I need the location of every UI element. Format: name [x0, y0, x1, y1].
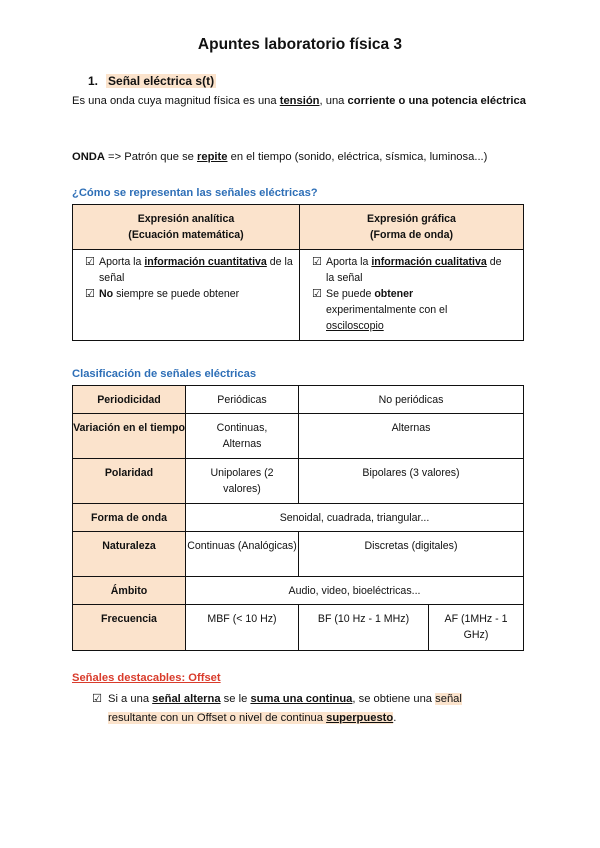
cell-no-periodicas: No periódicas — [299, 386, 524, 414]
cell-continuas: Continuas (Analógicas) — [186, 532, 299, 577]
intro-corriente: corriente o una potencia eléctrica — [347, 95, 526, 107]
cell-unipolares: Unipolares (2 valores) — [186, 459, 299, 504]
intro-text-2: , una — [319, 95, 348, 107]
row-label-ambito: Ámbito — [73, 577, 186, 605]
offset-text-a: Si a una — [108, 693, 153, 705]
representation-table — [72, 204, 524, 341]
intro-tension: tensión — [279, 95, 320, 107]
header-analitica-line2: (Ecuación matemática) — [128, 229, 244, 241]
header-analitica-line1: Expresión analítica — [137, 213, 235, 225]
cell-periodicas: Periódicas — [186, 386, 299, 414]
row-label-naturaleza: Naturaleza — [73, 532, 186, 577]
item-emphasis: obtener — [374, 288, 414, 300]
cell-af: AF (1MHz - 1 GHz) — [429, 605, 524, 651]
intro-text: Es una onda cuya magnitud física es una — [72, 95, 280, 107]
document-title: Apuntes laboratorio física 3 — [197, 36, 403, 53]
row-label-polaridad: Polaridad — [73, 459, 186, 504]
grafica-cell — [300, 250, 524, 341]
item-text: Aporta la — [99, 256, 145, 268]
onda-text-2: en el tiempo (sonido, eléctrica, sísmica, luminosa...) — [227, 151, 488, 163]
item-text: siempre se puede obtener — [113, 288, 240, 300]
cell-bipolares: Bipolares (3 valores) — [299, 459, 524, 504]
offset-text-c: se le — [220, 693, 251, 705]
cell-bf: BF (10 Hz - 1 MHz) — [299, 605, 429, 651]
section-number: 1. — [88, 74, 99, 88]
checkbox-icon: ☑ — [92, 693, 103, 705]
onda-label: ONDA — [72, 151, 105, 163]
analitica-cell — [73, 250, 300, 341]
cell-discretas: Discretas (digitales) — [299, 532, 524, 577]
item-emphasis: información cuantitativa — [144, 256, 267, 268]
intro-paragraph — [72, 92, 528, 110]
section-heading — [88, 74, 216, 88]
offset-highlight: señal resultante con un Offset o nivel de continua — [108, 693, 462, 724]
classification-table — [72, 385, 524, 651]
offset-superpuesto: superpuesto — [326, 712, 394, 724]
item-osciloscopio: osciloscopio — [326, 320, 384, 332]
checkbox-icon: ☑ — [85, 288, 95, 300]
item-emphasis: información cualitativa — [371, 256, 487, 268]
onda-text: => Patrón que se — [104, 151, 198, 163]
onda-repite: repite — [197, 151, 228, 163]
offset-period: . — [393, 712, 397, 724]
header-grafica-line2: (Forma de onda) — [370, 229, 453, 241]
checkbox-icon: ☑ — [85, 256, 95, 268]
offset-senal-alterna: señal alterna — [152, 693, 221, 705]
checkbox-icon: ☑ — [312, 256, 322, 268]
item-text: Se puede — [326, 288, 375, 300]
header-grafica — [300, 205, 524, 250]
item-text-end: de la señal — [99, 256, 293, 284]
item-text: Aporta la — [326, 256, 372, 268]
check-item — [312, 254, 523, 286]
cell-alternas: Alternas — [299, 414, 524, 459]
cell-continuas-alternas: Continuas, Alternas — [186, 414, 299, 459]
offset-text-e: , se obtiene una — [352, 693, 436, 705]
row-label-forma: Forma de onda — [73, 504, 186, 532]
item-text-2: experimentalmente con el — [326, 304, 448, 316]
offset-text — [108, 690, 512, 728]
row-label-variacion: Variación en el tiempo — [73, 414, 186, 459]
item-emphasis: No — [99, 288, 114, 300]
offset-heading: Señales destacables: Offset — [72, 672, 221, 684]
cell-forma: Senoidal, cuadrada, triangular... — [186, 504, 524, 532]
check-item — [85, 286, 299, 302]
onda-paragraph — [72, 148, 487, 166]
cell-mbf: MBF (< 10 Hz) — [186, 605, 299, 651]
row-label-periodicidad: Periodicidad — [73, 386, 186, 414]
row-label-frecuencia: Frecuencia — [73, 605, 186, 651]
section-title: Señal eléctrica s(t) — [108, 74, 215, 88]
offset-item — [92, 690, 512, 728]
classification-heading: Clasificación de señales eléctricas — [72, 368, 257, 380]
item-text-end: de la señal — [326, 256, 502, 284]
header-grafica-line1: Expresión gráfica — [367, 213, 456, 225]
header-analitica — [73, 205, 300, 250]
checkbox-icon: ☑ — [312, 288, 322, 300]
question-heading: ¿Cómo se representan las señales eléctricas? — [72, 187, 318, 199]
check-item — [85, 254, 299, 286]
cell-ambito: Audio, video, bioeléctricas... — [186, 577, 524, 605]
offset-suma-continua: suma una continua — [250, 693, 353, 705]
check-item — [312, 286, 523, 334]
